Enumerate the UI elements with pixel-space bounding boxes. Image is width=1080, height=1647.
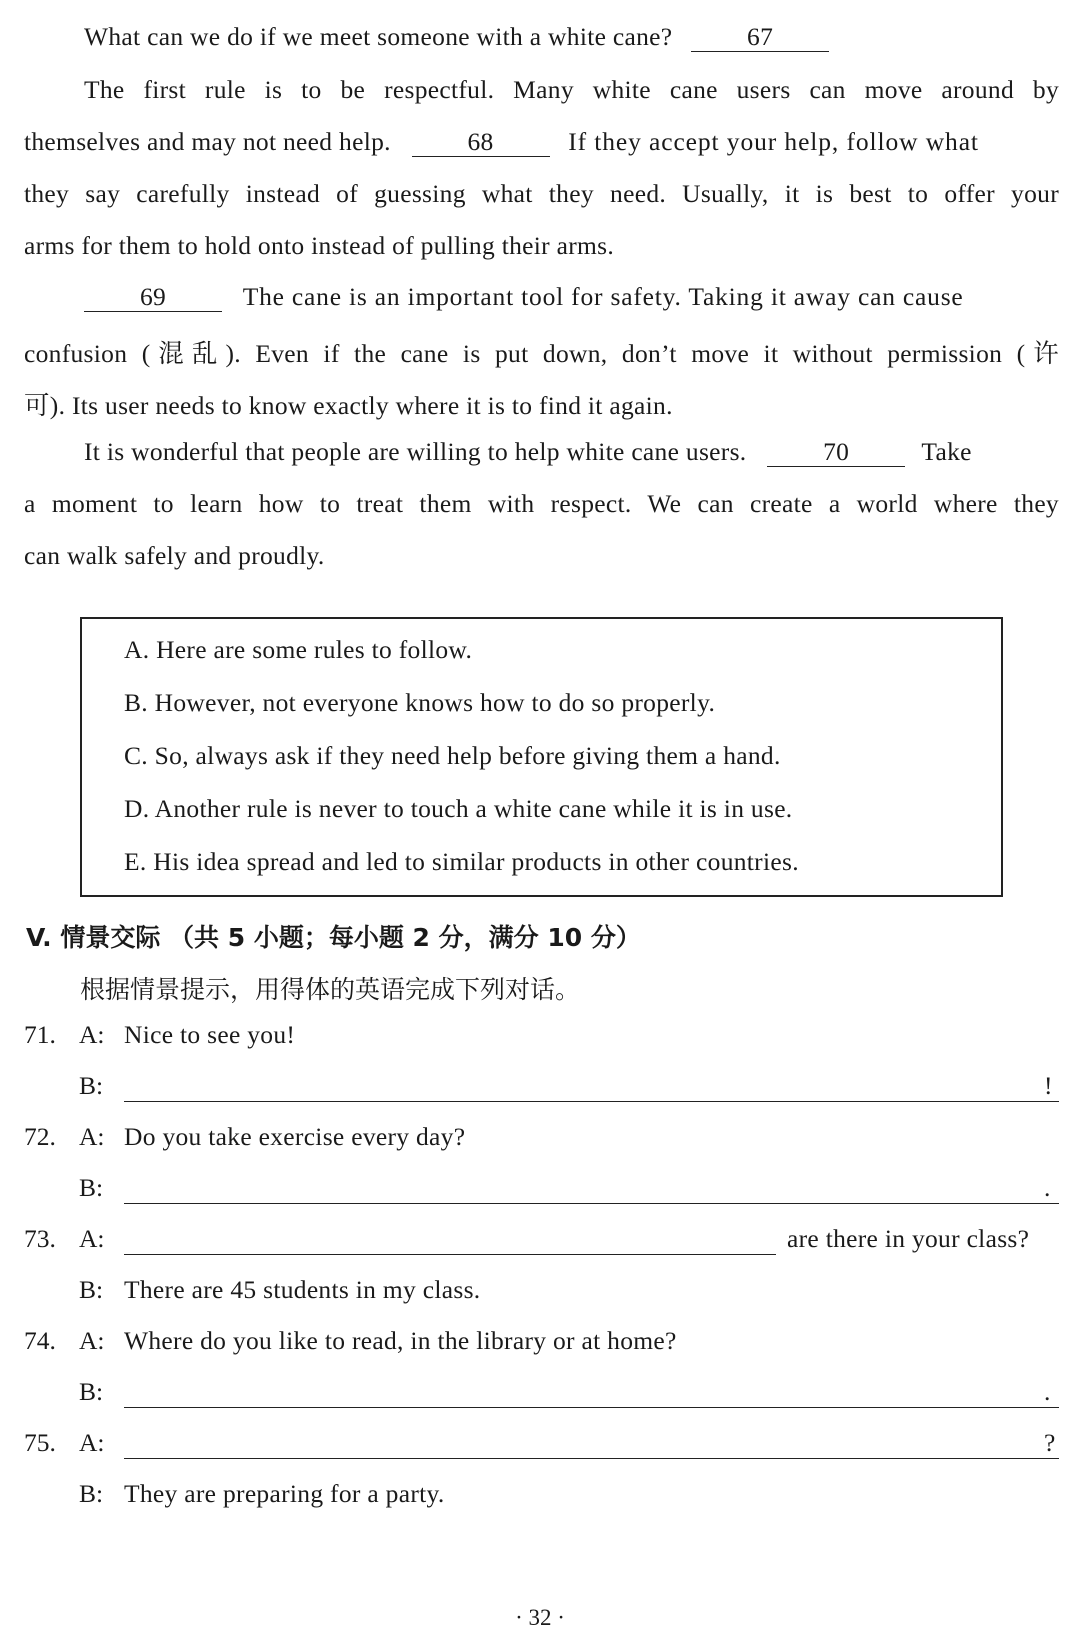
utterance-b-75: They are preparing for a party. <box>124 1479 445 1508</box>
p3-line1-take: Take <box>921 437 972 466</box>
end-punct-74: . <box>1044 1377 1051 1406</box>
speaker-a-72: A: <box>79 1122 105 1151</box>
option-letter: D. <box>124 794 150 823</box>
p1-line2 <box>24 127 1059 157</box>
blank-70[interactable]: 70 <box>767 439 905 467</box>
option-a <box>124 635 472 665</box>
p1-line1: The first rule is to be respectful. Many white cane users can move around by <box>84 75 1059 104</box>
option-text: Another rule is never to touch a white cane while it is in use. <box>154 794 793 823</box>
speaker-b-73: B: <box>79 1275 104 1304</box>
page-number: · 32 · <box>515 1605 565 1630</box>
blank-67[interactable]: 67 <box>691 24 829 52</box>
question-number-74: 74. <box>24 1326 56 1355</box>
speaker-b-74: B: <box>79 1377 104 1406</box>
blank-68[interactable]: 68 <box>412 129 550 157</box>
answer-line-74[interactable] <box>124 1407 1059 1408</box>
end-punct-71: ! <box>1044 1071 1053 1100</box>
option-letter: A. <box>124 635 150 664</box>
p2-line1 <box>84 282 1059 312</box>
option-d <box>124 794 792 824</box>
section-instruction: 根据情景提示，用得体的英语完成下列对话。 <box>80 975 581 1004</box>
speaker-a-73: A: <box>79 1224 105 1253</box>
section-heading: V. 情景交际 （共 5 小题；每小题 2 分，满分 10 分） <box>26 923 641 952</box>
option-text: Here are some rules to follow. <box>156 635 473 664</box>
p1-line4: arms for them to hold onto instead of pulling their arms. <box>24 231 615 260</box>
p3-line1 <box>84 437 1059 467</box>
utterance-a-72: Do you take exercise every day? <box>124 1122 466 1151</box>
speaker-b-72: B: <box>79 1173 104 1202</box>
option-e <box>124 847 799 877</box>
option-b <box>124 688 715 718</box>
option-text: His idea spread and led to similar products in other countries. <box>153 847 799 876</box>
option-letter: E. <box>124 847 147 876</box>
answer-line-72[interactable] <box>124 1203 1059 1204</box>
p1-line2-b: If they accept your help, follow what <box>568 127 979 156</box>
utterance-a-71: Nice to see you! <box>124 1020 296 1049</box>
speaker-b-71: B: <box>79 1071 104 1100</box>
question-number-72: 72. <box>24 1122 56 1151</box>
p3-line1-text: It is wonderful that people are willing to help white cane users. <box>84 437 747 466</box>
speaker-a-74: A: <box>79 1326 105 1355</box>
answer-line-71[interactable] <box>124 1101 1059 1102</box>
p3-line3: can walk safely and proudly. <box>24 541 325 570</box>
lead-question: What can we do if we meet someone with a white cane? <box>84 22 673 51</box>
question-number-71: 71. <box>24 1020 56 1049</box>
question-number-73: 73. <box>24 1224 56 1253</box>
utterance-a-74: Where do you like to read, in the library or at home? <box>124 1326 677 1355</box>
utterance-a-73-tail: are there in your class? <box>787 1224 1030 1253</box>
p2-line1-text: The cane is an important tool for safety. Taking it away can cause <box>242 282 964 311</box>
options-box <box>80 617 1003 897</box>
answer-line-75[interactable] <box>124 1458 1059 1459</box>
blank-69[interactable]: 69 <box>84 284 222 312</box>
end-punct-72: . <box>1044 1173 1051 1202</box>
p3-line2: a moment to learn how to treat them with respect. We can create a world where they <box>24 489 1059 518</box>
answer-line-73[interactable] <box>124 1254 776 1255</box>
p2-line2: confusion (混乱). Even if the cane is put down, don’t move it without permission (许 <box>24 339 1059 368</box>
option-c <box>124 741 781 771</box>
lead-question-line <box>84 22 1080 52</box>
p1-line2-a: themselves and may not need help. <box>24 127 391 156</box>
p1-line3: they say carefully instead of guessing what they need. Usually, it is best to offer your <box>24 179 1059 208</box>
option-letter: B. <box>124 688 148 717</box>
option-text: However, not everyone knows how to do so properly. <box>154 688 716 717</box>
speaker-a-71: A: <box>79 1020 105 1049</box>
end-punct-75: ? <box>1044 1428 1056 1457</box>
option-letter: C. <box>124 741 148 770</box>
question-number-75: 75. <box>24 1428 56 1457</box>
speaker-a-75: A: <box>79 1428 105 1457</box>
utterance-b-73: There are 45 students in my class. <box>124 1275 481 1304</box>
p2-line3: 可). Its user needs to know exactly where it is to find it again. <box>24 391 673 420</box>
speaker-b-75: B: <box>79 1479 104 1508</box>
option-text: So, always ask if they need help before giving them a hand. <box>154 741 781 770</box>
